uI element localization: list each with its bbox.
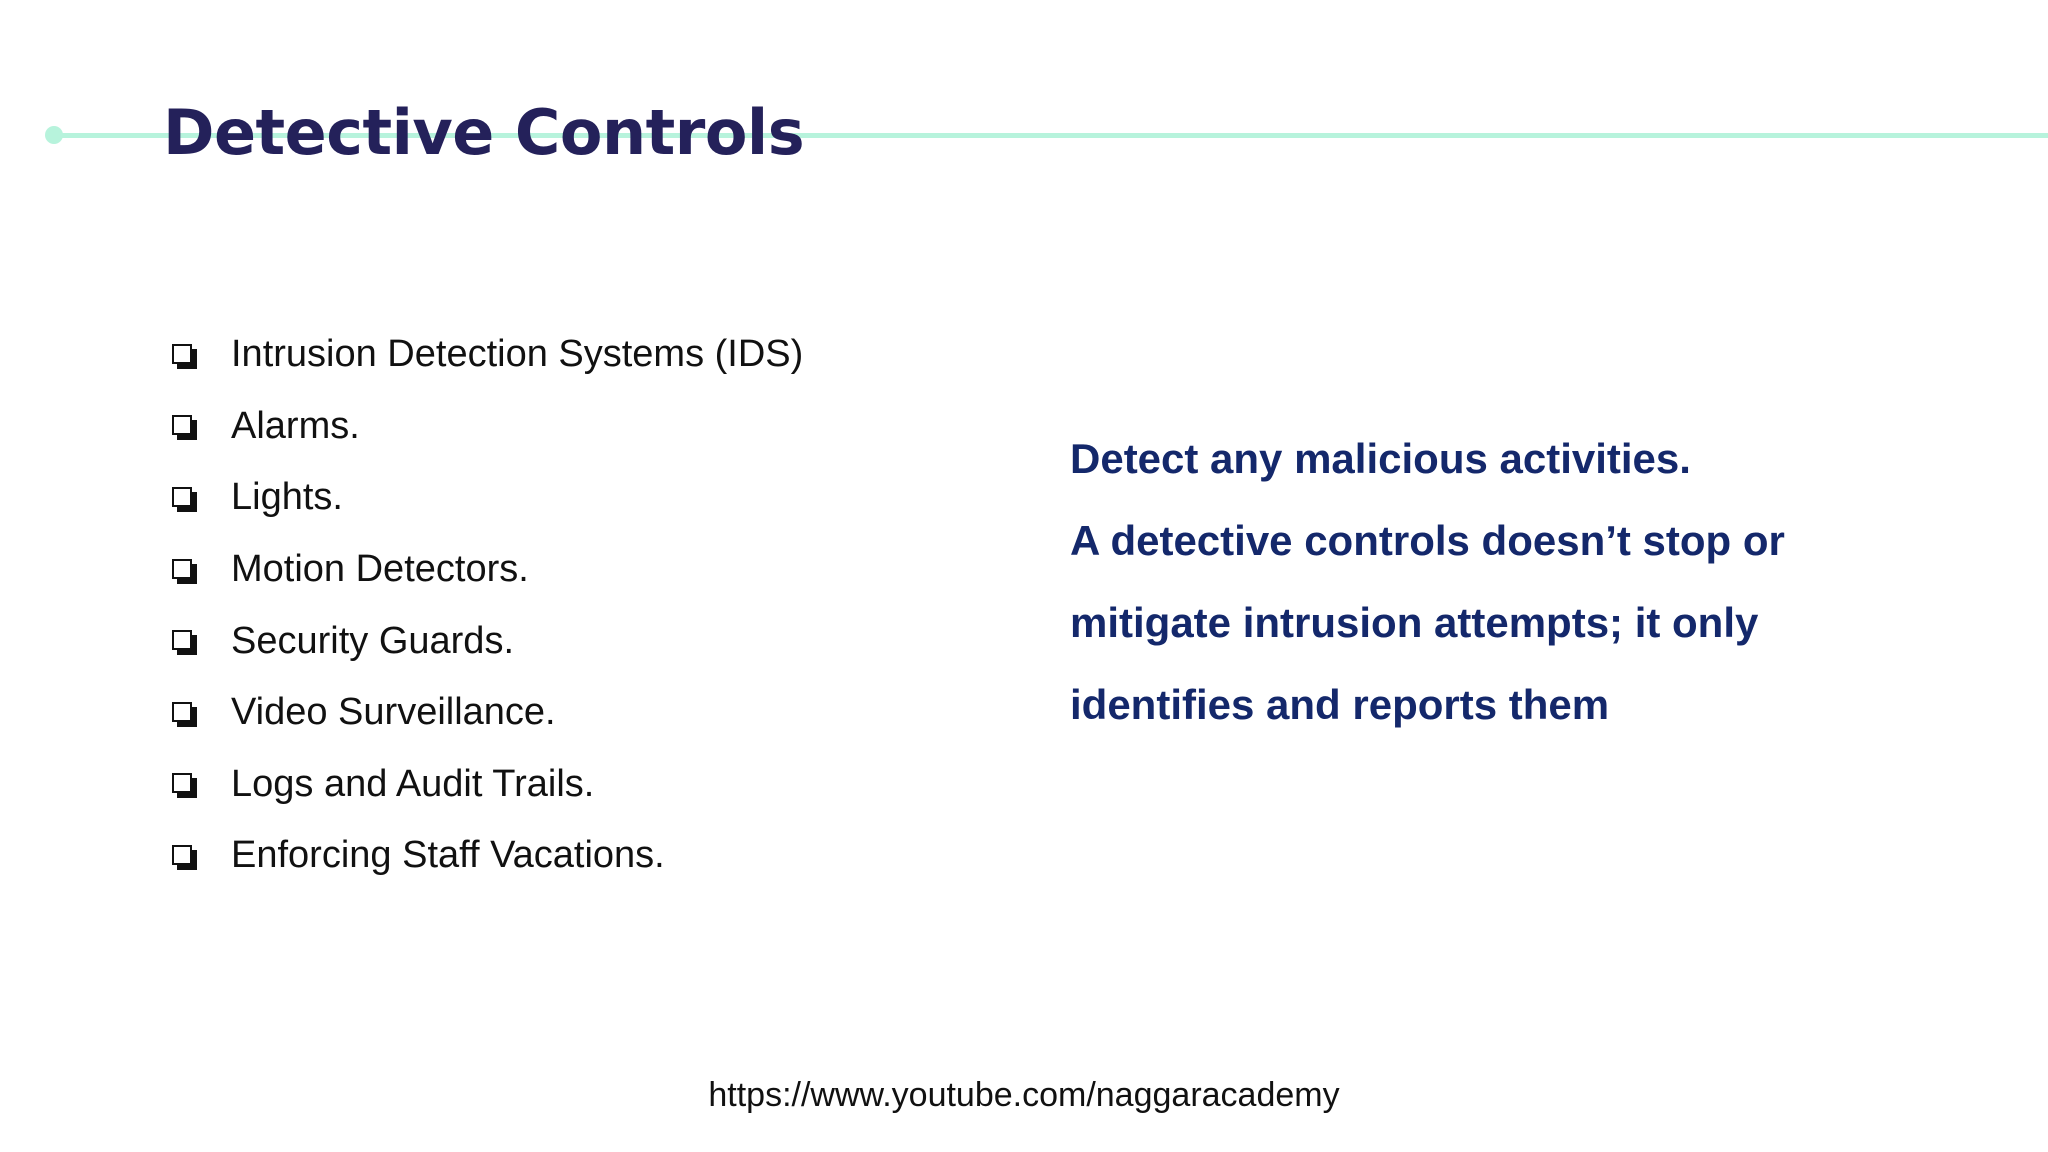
- description-line: Detect any malicious activities.: [1070, 435, 1691, 482]
- list-item-text: Lights.: [231, 476, 343, 519]
- list-item: [172, 391, 803, 463]
- checkbox-icon: [172, 845, 194, 867]
- checkbox-icon: [172, 344, 194, 366]
- list-item: [172, 534, 803, 606]
- checkbox-icon: [172, 559, 194, 581]
- checkbox-icon: [172, 415, 194, 437]
- list-item: [172, 820, 803, 892]
- bullet-list: [172, 319, 803, 892]
- list-item-text: Enforcing Staff Vacations.: [231, 834, 665, 877]
- list-item-text: Motion Detectors.: [231, 548, 529, 591]
- list-item-text: Video Surveillance.: [231, 691, 556, 734]
- list-item: [172, 749, 803, 821]
- checkbox-icon: [172, 702, 194, 724]
- description-line: mitigate intrusion attempts; it only: [1070, 599, 1759, 646]
- slide-title: Detective Controls: [163, 96, 805, 169]
- description-block: [1070, 418, 1970, 746]
- title-accent-dot: [45, 126, 63, 144]
- list-item: [172, 677, 803, 749]
- list-item-text: Alarms.: [231, 404, 360, 447]
- list-item: [172, 462, 803, 534]
- list-item: [172, 319, 803, 391]
- footer-url: https://www.youtube.com/naggaracademy: [708, 1076, 1340, 1114]
- list-item: [172, 605, 803, 677]
- description-line: A detective controls doesn’t stop or: [1070, 517, 1785, 564]
- checkbox-icon: [172, 773, 194, 795]
- description-line: identifies and reports them: [1070, 681, 1610, 728]
- checkbox-icon: [172, 487, 194, 509]
- list-item-text: Logs and Audit Trails.: [231, 762, 595, 805]
- checkbox-icon: [172, 630, 194, 652]
- list-item-text: Security Guards.: [231, 619, 514, 662]
- list-item-text: Intrusion Detection Systems (IDS): [231, 333, 804, 376]
